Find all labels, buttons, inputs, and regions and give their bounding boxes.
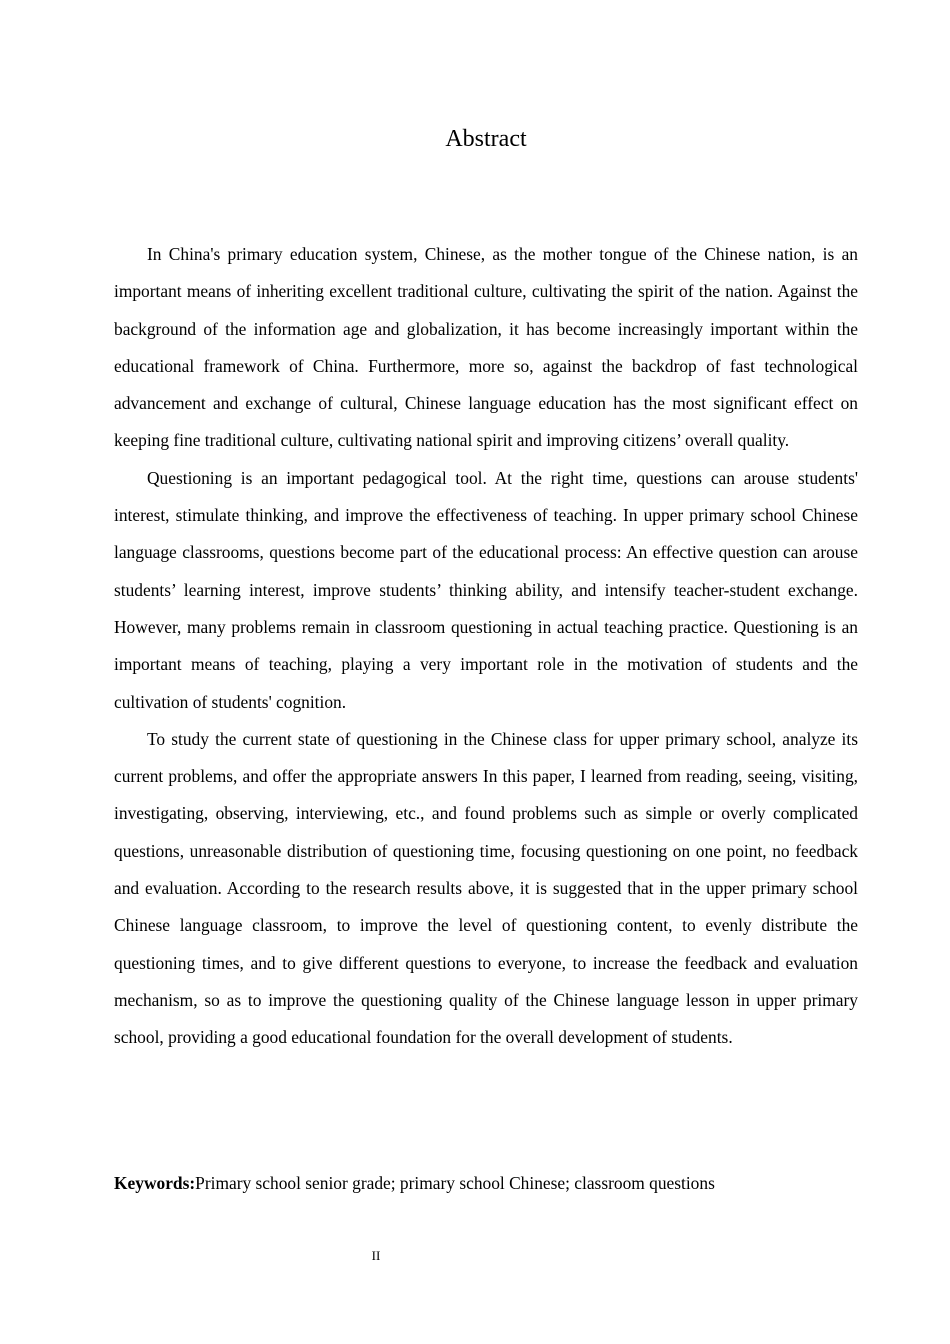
- page-number: II: [371, 1248, 381, 1263]
- abstract-paragraph-3: To study the current state of questioning in the Chinese class for upper primary school, analyze its current problems, and offer the appropriate answers In this paper, I learned from reading, seeing, visiting, investigating, observing, interviewing, etc., and found problems such as simple or overly complicated questions, unreasonable distribution of questioning time, focusing questioning on one point, no feedback and evaluation. According to the research results above, it is suggested that in the upper primary school Chinese language classroom, to improve the level of questioning content, to evenly distribute the questioning times, and to give different questions to everyone, to increase the feedback and evaluation mechanism, so as to improve the questioning quality of the Chinese language lesson in upper primary school, providing a good educational foundation for the overall development of students.: [114, 728, 858, 1048]
- keywords-line: [114, 1168, 858, 1198]
- abstract-paragraph-1: In China's primary education system, Chinese, as the mother tongue of the Chinese nation, is an important means of inheriting excellent traditional culture, cultivating the spirit of the nation. Against the background of the information age and globalization, it has become increasingly important within the educational framework of China. Furthermore, more so, against the backdrop of fast technological advancement and exchange of cultural, Chinese language education has the most significant effect on keeping fine traditional culture, cultivating national spirit and improving citizens’ overall quality.: [114, 244, 858, 451]
- keywords-label: Keywords:: [114, 1173, 196, 1193]
- keywords-text: Primary school senior grade; primary school Chinese; classroom questions: [195, 1173, 715, 1193]
- abstract-body: [114, 236, 858, 1057]
- abstract-paragraph-2: Questioning is an important pedagogical tool. At the right time, questions can arouse students' interest, stimulate thinking, and improve the effectiveness of teaching. In upper primary school Chinese language classrooms, questions become part of the educational process: An effective question can arouse students’ learning interest, improve students’ thinking ability, and intensify teacher-student exchange. However, many problems remain in classroom questioning in actual teaching practice. Questioning is an important means of teaching, playing a very important role in the motivation of students and the cultivation of students' cognition.: [114, 467, 858, 712]
- abstract-title: Abstract: [445, 126, 527, 152]
